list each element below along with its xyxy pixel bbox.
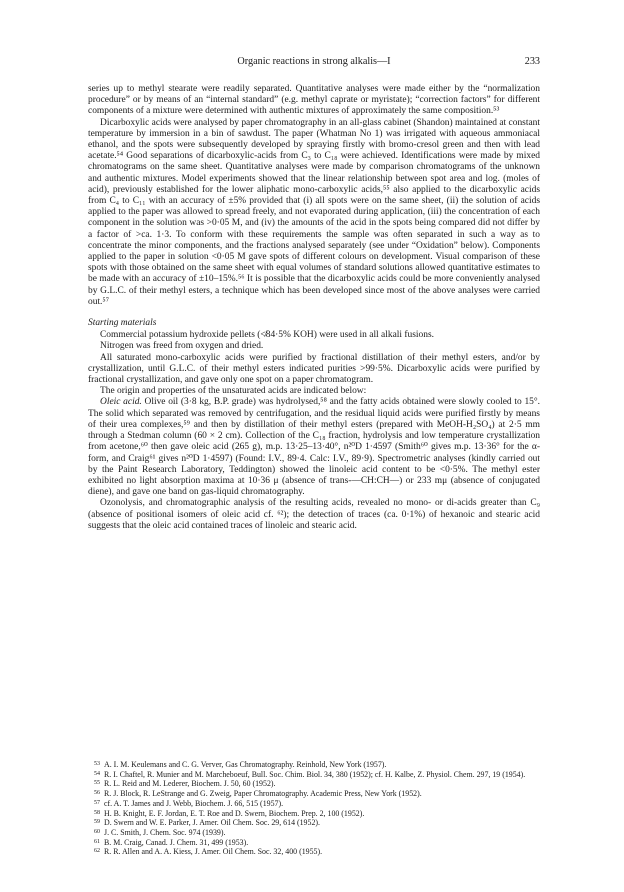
reference-number: 57: [94, 799, 100, 806]
section-heading: Starting materials: [88, 318, 157, 329]
reference-text: B. M. Craig, Canad. J. Chem. 31, 499 (1953).: [104, 837, 249, 847]
reference-item: [88, 770, 540, 780]
body-text: [88, 84, 540, 532]
reference-number: 55: [94, 780, 100, 787]
reference-number: 59: [94, 819, 100, 826]
paragraph-lead: Oleic acid.: [100, 397, 142, 408]
paragraph: [88, 341, 540, 352]
reference-text: R. R. Allen and A. A. Kiess, J. Amer. Oil Chem. Soc. 32, 400 (1955).: [104, 847, 323, 857]
page-header: [88, 56, 540, 70]
reference-text: cf. A. T. James and J. Webb, Biochem. J. 66, 515 (1957).: [104, 798, 284, 808]
paragraph: [88, 498, 540, 532]
paragraph: [88, 330, 540, 341]
reference-number: 61: [94, 838, 100, 845]
reference-number: 53: [94, 761, 100, 767]
reference-text: R. J. Block, R. LeStrange and G. Zweig, Paper Chromatography. Academic Press, New York (1952).: [104, 789, 422, 799]
paragraph-text: Dicarboxylic acids were analysed by paper chromatography in an all-glass cabinet (Shandon) maintained at constant temperature by immersion in a bin of sawdust. The paper (Whatman No 1) was irrigated with aqueous ammoniacal ethanol, and the spots were subsequently developed by spraying firstly with bromo-cresol green and then with lead acetate.⁵⁴ Good separations of dicarboxylic-acids from C₃ to C₁₈ were achieved. Identifications were made by mixed chromatograms on the same sheet. Quantitative analyses were made by comparison chromatograms of the unknown and authentic mixtures. Model experiments showed that the linear relationship between spot area and log. (moles of acid), previously established for the lower aliphatic mono-carboxylic acids,⁵⁵ also applied to the dicarboxylic acids from C₄ to C₁₁ with an accuracy of ±5% provided that (i) all spots were on the same sheet, (ii) the solution of acids applied to the paper was allowed to spread freely, and not evaporated during application, (iii) the concentration of each component in the solution was >0·05 M, and (iv) the amounts of the acid in the spots being compared did not differ by a factor of >ca. 1·3. To conform with these requirements the sample was often separated in such a way as to concentrate the minor components, and the fractions analysed separately (see under “Oxidation” below). Components applied to the paper in solution <0·05 M gave spots of different colours on development. Visual comparison of these spots with those obtained on the same sheet with equal volumes of standard solutions allowed quantitative estimates to be made with an accuracy of ±10–15%.⁵⁶ It is possible that the dicarboxylic acids could be more conveniently analysed by G.L.C. of their methyl esters, a technique which has been developed since most of the above analyses were carried out.⁵⁷: [88, 117, 540, 307]
references: [88, 760, 540, 857]
reference-item: [88, 828, 540, 838]
reference-item: [88, 809, 540, 819]
paragraph: [88, 353, 540, 387]
reference-number: 54: [94, 770, 100, 777]
paragraph-text: Nitrogen was freed from oxygen and dried.: [100, 341, 264, 352]
paragraph-text: All saturated mono-carboxylic acids were purified by fractional distillation of their methyl esters, and/or by crystallization, until G.L.C. of their methyl esters indicated purities >99·5%. Dicarboxylic acids were purified by fractional crystallization, and gave only one spot on a paper chromatogram.: [88, 352, 540, 386]
paragraph-text: Commercial potassium hydroxide pellets (≮84·5% KOH) were used in all alkali fusions.: [100, 330, 434, 341]
reference-number: 62: [94, 848, 100, 855]
running-title: Organic reactions in strong alkalis—I: [237, 56, 391, 67]
reference-item: [88, 789, 540, 799]
paragraph: [88, 386, 540, 397]
paragraph: [88, 397, 540, 498]
reference-text: D. Swern and W. E. Parker, J. Amer. Oil Chem. Soc. 29, 614 (1952).: [104, 818, 320, 828]
reference-item: [88, 847, 540, 857]
paragraph-text: series up to methyl stearate were readily separated. Quantitative analyses were made either by the “normalization procedure” or by means of an “internal standard” (e.g. methyl caprate or myristate); “correction factors” for different components of a mixture were determined with authentic mixtures of approximately the same composition.⁵³: [88, 84, 540, 117]
reference-text: H. B. Knight, E. F. Jordan, E. T. Roe and D. Swern, Biochem. Prep. 2, 100 (1952).: [104, 808, 365, 818]
reference-text: R. L. Reid and M. Lederer, Biochem. J. 50, 60 (1952).: [104, 779, 276, 789]
reference-number: 60: [94, 828, 100, 835]
reference-text: R. I. Chaftel, R. Munier and M. Marcheboeuf, Bull. Soc. Chim. Biol. 34, 380 (1952); cf. H. Kalbe, Z. Physiol. Chem. 297, 19 (1954).: [104, 769, 526, 779]
reference-item: [88, 779, 540, 789]
paragraph: [88, 118, 540, 308]
paragraph-text: Ozonolysis, and chromatographic analysis of the resulting acids, revealed no mono- or di-acids greater than C₉ (absence of positional isomers of oleic acid cf. ⁶²); the detection of traces (ca. 0·1%) of hexanoic and stearic acid suggests that the oleic acid contained traces of linoleic and stearic acid.: [88, 498, 540, 531]
paragraph: [88, 84, 540, 118]
reference-item: [88, 838, 540, 848]
reference-item: [88, 799, 540, 809]
reference-item: [88, 818, 540, 828]
reference-item: [88, 760, 540, 770]
reference-number: 56: [94, 790, 100, 797]
reference-text: A. I. M. Keulemans and C. G. Verver, Gas Chromatography. Reinhold, New York (1957).: [104, 760, 387, 769]
page-number: 233: [524, 56, 540, 67]
paragraph-text: The origin and properties of the unsaturated acids are indicated below:: [100, 386, 367, 397]
reference-text: J. C. Smith, J. Chem. Soc. 974 (1939).: [104, 827, 226, 837]
paragraph-text: Olive oil (3·8 kg, B.P. grade) was hydrolysed,⁵⁸ and the fatty acids obtained were slowly cooled to 15°. The solid which separated was removed by centrifugation, and the residual liquid acids were purified firstly by means of their urea complexes,⁵⁹ and then by distillation of their methyl esters (prepared with MeOH-H₂SO₄) at 2·5 mm through a Stedman column (60 × 2 cm). Collection of the C₁₈ fraction, hydrolysis and low temperature crystallization from acetone,⁶⁰ then gave oleic acid (265 g), m.p. 13·25–13·40°, n²⁰D 1·4597 (Smith⁶⁰ gives m.p. 13·36° for the α-form, and Craig⁶¹ gives n²⁰D 1·4597) (Found: I.V., 89·4. Calc: I.V., 89·9). Spectrometric analyses (kindly carried out by the Paint Research Laboratory, Teddington) showed the linoleic acid content to be <0·5%. The methyl ester exhibited no light absorption maxima at 10·36 μ (absence of trans-—CH:CH—) or 233 mμ (absence of conjugated diene), and gave one band on gas-liquid chromatography.: [88, 397, 541, 498]
reference-number: 58: [94, 809, 100, 816]
